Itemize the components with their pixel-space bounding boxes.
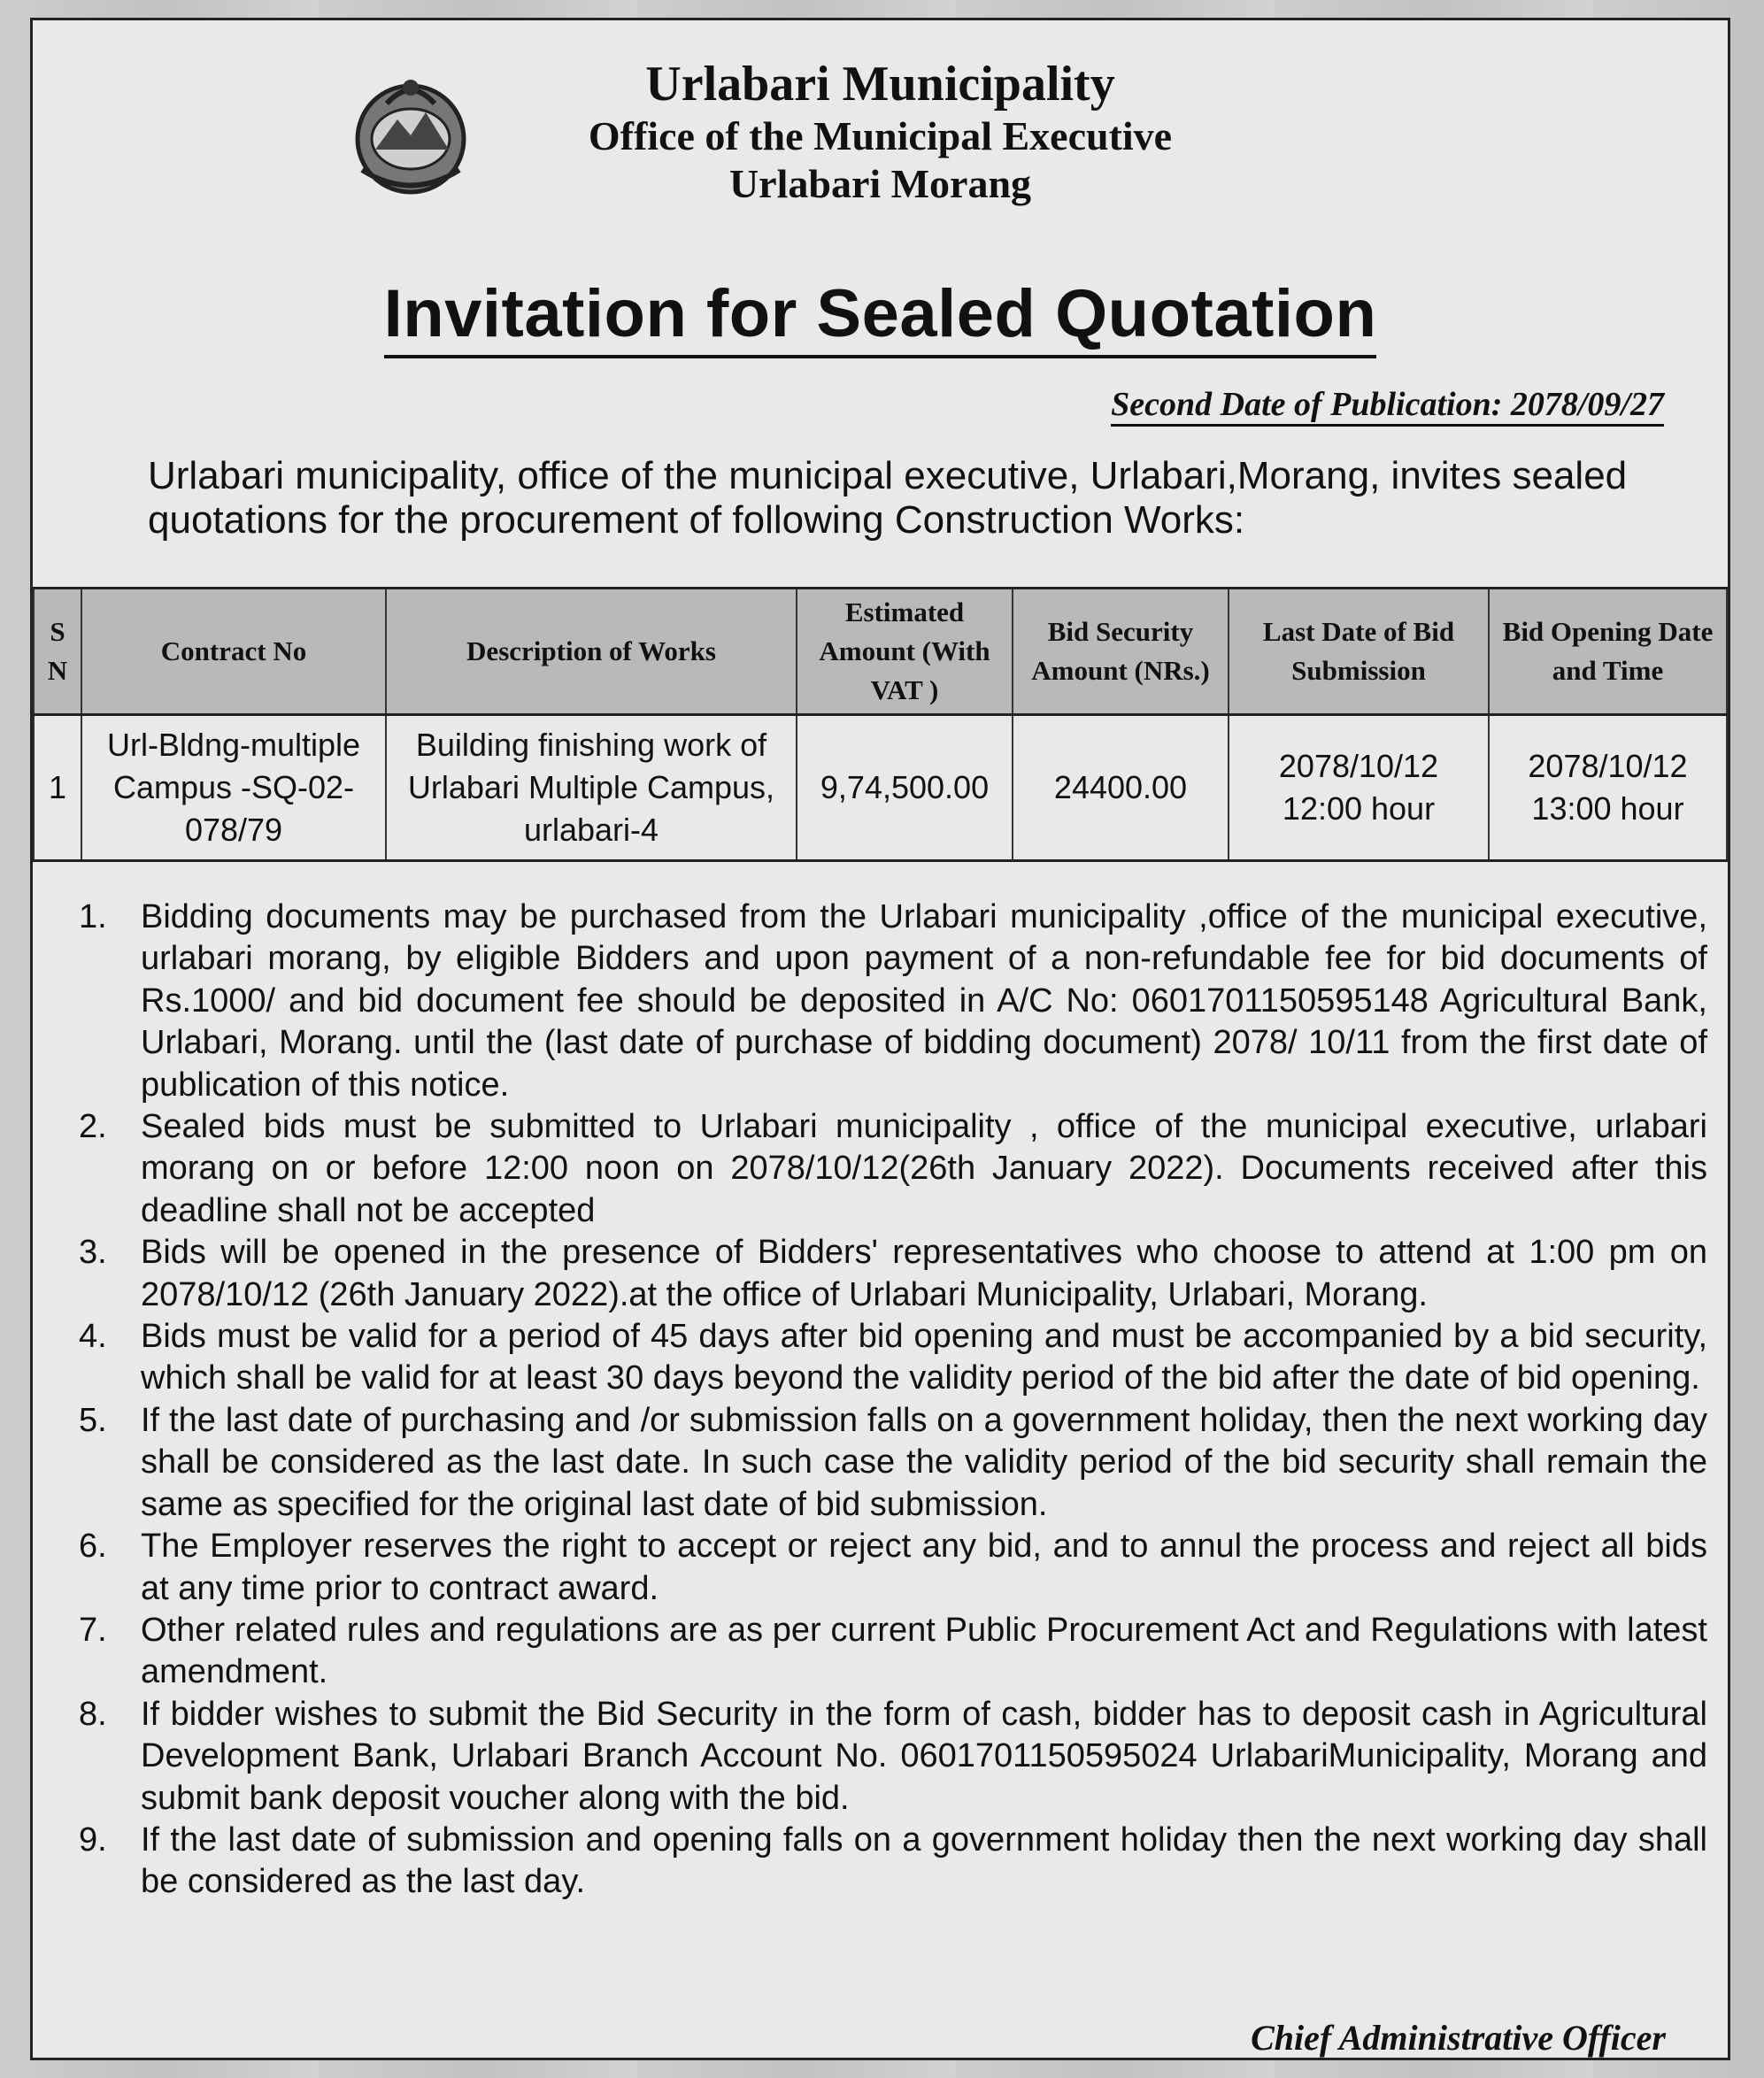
cell-bid-security: 24400.00: [1013, 715, 1229, 861]
header-description: Description of Works: [386, 589, 797, 715]
office-location: Urlabari Morang: [728, 161, 1032, 206]
header-last-date: Last Date of Bid Submission: [1229, 589, 1489, 715]
header-contract-no: Contract No: [81, 589, 386, 715]
notice-panel: [30, 18, 1730, 2060]
term-number: 2.: [79, 1108, 107, 1146]
term-text: The Employer reserves the right to accept or reject any bid, and to annul the process and reject all bids at any time prior to contract award.: [141, 1528, 1707, 1607]
term-text: Other related rules and regulations are as per current Public Procurement Act and Regulations with latest amendment.: [141, 1611, 1707, 1691]
header-bid-opening: Bid Opening Date and Time: [1489, 589, 1727, 715]
cell-last-date: 2078/10/12 12:00 hour: [1229, 715, 1489, 861]
bid-table: [33, 587, 1728, 862]
term-text: Bids will be opened in the presence of Bidders' representatives who choose to attend at 1:00 pm on 2078/10/12 (26th January 2022).at the office of Urlabari Municipality, Urlabari, Morang.: [141, 1234, 1707, 1313]
term-text: If bidder wishes to submit the Bid Security in the form of cash, bidder has to deposit cash in Agricultural Development Bank, Urlabari Branch Account No. 0601701150595024 UrlabariMunicipality, Morang and submit bank deposit voucher along with the bid.: [141, 1695, 1707, 1817]
list-item: [79, 1316, 1707, 1400]
header-estimated-amount: Estimated Amount (With VAT ): [797, 589, 1013, 715]
intro-paragraph: Urlabari municipality, office of the municipal executive, Urlabari,Morang, invites sealed quotations for the procurement of following Construction Works:: [148, 454, 1628, 542]
list-item: [79, 897, 1707, 1106]
notice-title-wrap: [33, 275, 1728, 352]
list-item: [79, 1694, 1707, 1820]
list-item: [79, 1820, 1707, 1904]
municipality-name: Urlabari Municipality: [645, 57, 1115, 112]
term-text: Sealed bids must be submitted to Urlabari municipality , office of the municipal executive, urlabari morang on or before 12:00 noon on 2078/10/12(26th January 2022). Documents received after this deadline shall not be accepted: [141, 1108, 1707, 1229]
list-item: [79, 1526, 1707, 1610]
term-text: If the last date of submission and opening falls on a government holiday then the next working day shall be considered as the last day.: [141, 1820, 1707, 1901]
list-item: [79, 1232, 1707, 1316]
header-sn: S N: [34, 589, 81, 715]
signature: Chief Administrative Officer: [1251, 2018, 1666, 2058]
term-number: 6.: [79, 1528, 107, 1566]
cell-bid-opening: 2078/10/12 13:00 hour: [1489, 715, 1727, 861]
term-text: Bidding documents may be purchased from the Urlabari municipality ,office of the municipal executive, urlabari morang, by eligible Bidders and upon payment of a non-refundable fee for bid documents of Rs.1000/ and bid document fee should be deposited in A/C No: 0601701150595148 Agricultural Bank, Urlabari, Morang. until the (last date of purchase of bidding document) 2078/ 10/11 from the first date of publication of this notice.: [141, 898, 1707, 1104]
term-number: 1.: [79, 898, 107, 935]
notice-title: Invitation for Sealed Quotation: [384, 276, 1377, 358]
cell-contract-no: Url-Bldng-multiple Campus -SQ-02-078/79: [81, 715, 386, 861]
term-text: Bids must be valid for a period of 45 days after bid opening and must be accompanied by a bid security, which shall be valid for at least 30 days beyond the validity period of the bid after the date of bid opening.: [141, 1318, 1707, 1397]
office-name: Office of the Municipal Executive: [588, 113, 1173, 158]
term-number: 3.: [79, 1234, 107, 1272]
list-item: [79, 1400, 1707, 1526]
cell-sn: 1: [34, 715, 81, 861]
publication-date: Second Date of Publication: 2078/09/27: [1111, 385, 1664, 427]
term-text: If the last date of purchasing and /or submission falls on a government holiday, then the next working day shall be considered as the last date. In such case the validity period of the bid security shall remain the same as specified for the original last date of bid submission.: [141, 1401, 1707, 1523]
table-row: [34, 715, 1727, 861]
terms-list: [79, 897, 1707, 1904]
header-bid-security: Bid Security Amount (NRs.): [1013, 589, 1229, 715]
term-number: 9.: [79, 1820, 107, 1859]
cell-estimated-amount: 9,74,500.00: [797, 715, 1013, 861]
list-item: [79, 1610, 1707, 1694]
term-number: 5.: [79, 1401, 107, 1439]
list-item: [79, 1106, 1707, 1232]
notice-header: [33, 56, 1728, 208]
term-number: 7.: [79, 1611, 107, 1649]
term-number: 4.: [79, 1318, 107, 1356]
term-number: 8.: [79, 1695, 107, 1733]
cell-description: Building finishing work of Urlabari Multiple Campus, urlabari-4: [386, 715, 797, 861]
table-header-row: [34, 589, 1727, 715]
